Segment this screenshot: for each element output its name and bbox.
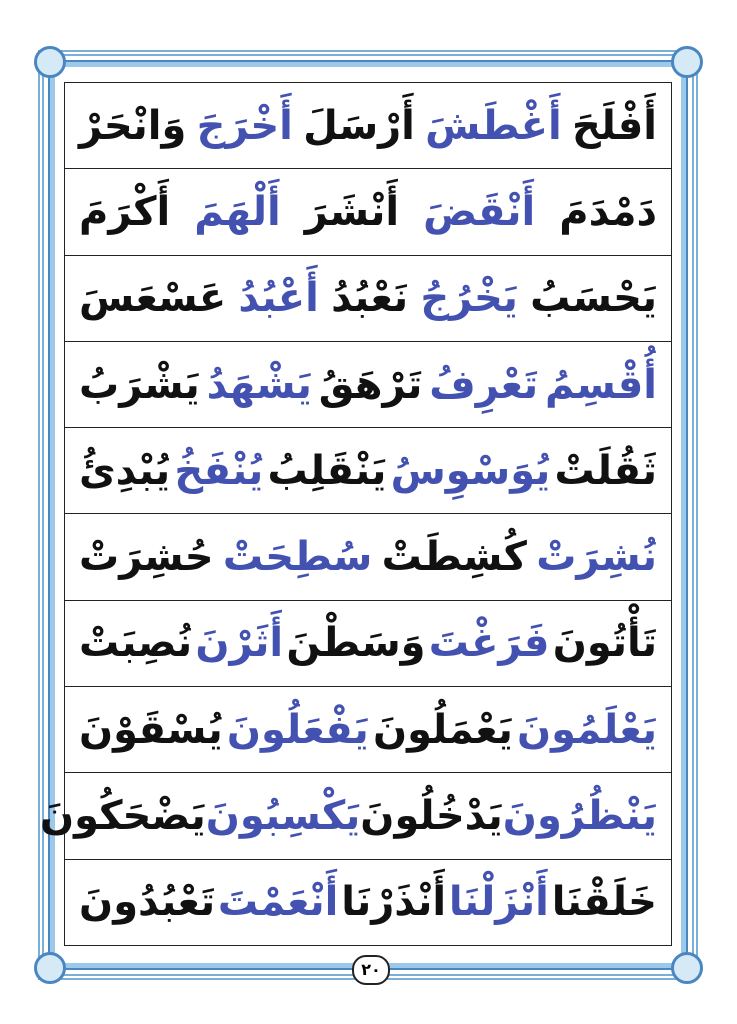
- arabic-word: تَأْتُونَ: [552, 620, 657, 667]
- arabic-word: يُسْقَوْنَ: [79, 706, 223, 753]
- arabic-word: تَعْبُدُونَ: [79, 879, 216, 926]
- arabic-word: أَخْرَجَ: [196, 102, 293, 149]
- arabic-word: وَسَطْنَ: [286, 620, 426, 667]
- arabic-word: أَنْذَرْنَا: [341, 879, 447, 926]
- word-row: [65, 169, 671, 255]
- corner-ornament-icon: [34, 952, 66, 984]
- word-row: [65, 687, 671, 773]
- arabic-word: يَفْعَلُونَ: [226, 706, 369, 753]
- page-number: ٢٠: [352, 955, 390, 985]
- word-row: [40, 773, 671, 859]
- arabic-word: أَنْشَرَ: [304, 188, 400, 235]
- arabic-word: عَسْعَسَ: [79, 275, 227, 322]
- word-row: [65, 428, 671, 514]
- word-row: [65, 601, 671, 687]
- word-row: [65, 342, 671, 428]
- arabic-word: كُشِطَتْ: [381, 534, 527, 581]
- arabic-word: يَشْهَدُ: [206, 361, 312, 408]
- arabic-word: يُنْفَخُ: [174, 447, 264, 494]
- arabic-word: أَعْبُدُ: [238, 275, 319, 322]
- arabic-word: حُشِرَتْ: [79, 534, 214, 581]
- word-table: [40, 82, 672, 946]
- arabic-word: أَغْطَشَ: [425, 102, 562, 149]
- arabic-word: يَنْقَلِبُ: [267, 447, 387, 494]
- arabic-word: يُوَسْوِسُ: [390, 447, 551, 494]
- arabic-word: يَحْسَبُ: [530, 275, 657, 322]
- arabic-word: يَشْرَبُ: [79, 361, 200, 408]
- arabic-word: يَعْلَمُونَ: [517, 706, 657, 753]
- arabic-word: نُصِبَتْ: [79, 620, 193, 667]
- arabic-word: يَكْسِبُونَ: [205, 793, 361, 840]
- arabic-word: ثَقُلَتْ: [554, 447, 657, 494]
- arabic-word: دَمْدَمَ: [559, 188, 657, 235]
- word-row: [65, 256, 671, 342]
- arabic-word: أَفْلَحَ: [571, 102, 657, 149]
- arabic-word: تَرْهَقُ: [318, 361, 423, 408]
- arabic-word: يَخْرُجُ: [420, 275, 518, 322]
- corner-ornament-icon: [34, 46, 66, 78]
- arabic-word: وَانْحَرْ: [79, 102, 187, 149]
- arabic-word: سُطِحَتْ: [222, 534, 373, 581]
- corner-ornament-icon: [671, 46, 703, 78]
- arabic-word: أَثَرْنَ: [195, 620, 284, 667]
- arabic-word: نُشِرَتْ: [536, 534, 657, 581]
- arabic-word: أَكْرَمَ: [79, 188, 171, 235]
- corner-ornament-icon: [671, 952, 703, 984]
- arabic-word: يَعْمَلُونَ: [372, 706, 513, 753]
- arabic-word: أُقْسِمُ: [545, 361, 657, 408]
- word-row: [65, 514, 671, 600]
- arabic-word: أَنْقَضَ: [423, 188, 536, 235]
- word-row: [65, 83, 671, 169]
- word-row: [65, 860, 671, 945]
- arabic-word: يَدْخُلُونَ: [360, 793, 503, 840]
- arabic-word: يُبْدِئُ: [79, 447, 171, 494]
- arabic-word: أَنْعَمْتَ: [217, 879, 339, 926]
- arabic-word: خَلَقْنَا: [551, 879, 657, 926]
- arabic-word: أَلْهَمَ: [194, 188, 281, 235]
- arabic-word: أَنْزَلْنَا: [448, 879, 549, 926]
- arabic-word: يَضْحَكُونَ: [40, 793, 206, 840]
- arabic-word: أَرْسَلَ: [303, 102, 415, 149]
- arabic-word: نَعْبُدُ: [331, 275, 409, 322]
- arabic-word: فَرَغْتَ: [428, 620, 550, 667]
- arabic-word: تَعْرِفُ: [429, 361, 539, 408]
- arabic-word: يَنْظُرُونَ: [502, 793, 657, 840]
